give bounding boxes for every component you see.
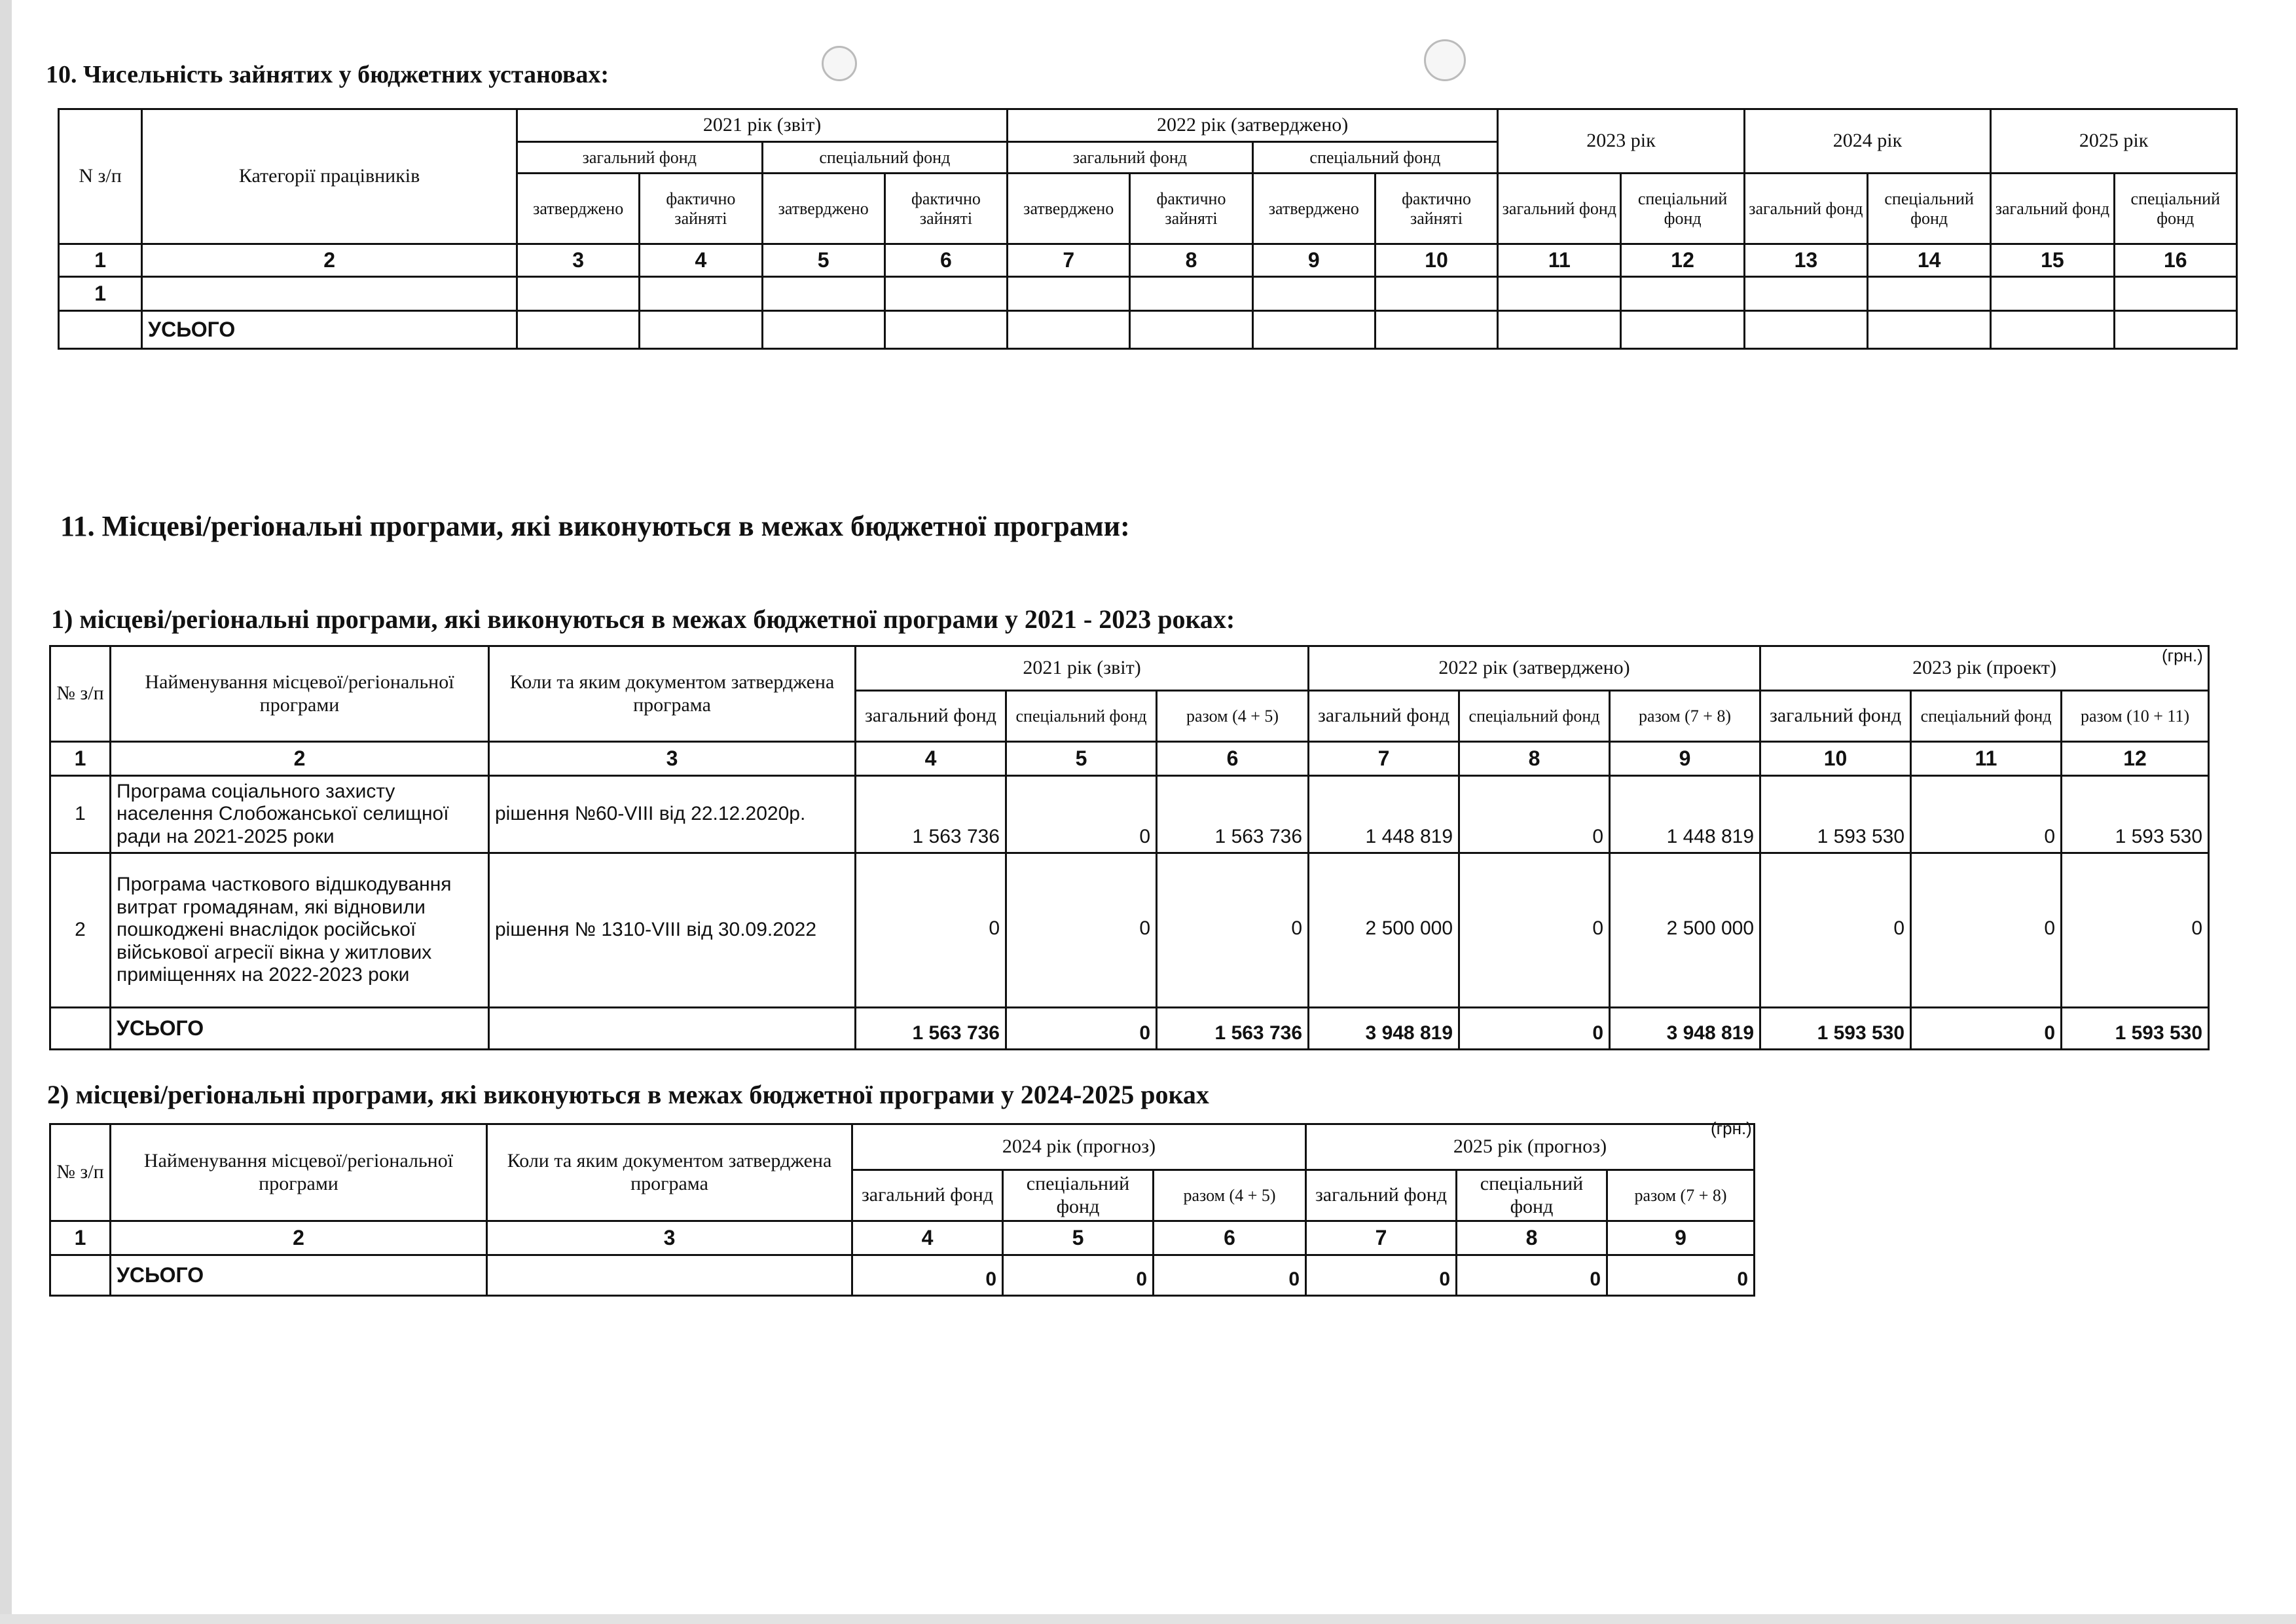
header-general-fund: загальний фонд	[1309, 691, 1459, 742]
column-number: 9	[1252, 244, 1375, 277]
currency-unit: (грн.)	[1711, 1118, 1752, 1138]
header-special-fund: спеціальний фонд	[1003, 1170, 1154, 1221]
total-value: 1 593 530	[1760, 1008, 1911, 1050]
header-actual: фактично зайняті	[1375, 174, 1497, 244]
total-row	[50, 1255, 1755, 1296]
program-document: рішення № 1310-VIII від 30.09.2022	[489, 853, 856, 1008]
column-number: 13	[1744, 244, 1867, 277]
header-actual: фактично зайняті	[1130, 174, 1252, 244]
header-special-fund: спеціальний фонд	[1459, 691, 1610, 742]
header-special-fund: спеціальний фонд	[1252, 142, 1498, 174]
header-sum: разом (7 + 8)	[1607, 1170, 1755, 1221]
total-row	[50, 1008, 2209, 1050]
header-actual: фактично зайняті	[640, 174, 762, 244]
column-number: 4	[856, 742, 1006, 776]
header-approved: затверджено	[762, 174, 884, 244]
total-label: УСЬОГО	[142, 311, 517, 349]
header-general-fund: загальний фонд	[1991, 174, 2114, 244]
total-value: 0	[852, 1255, 1003, 1296]
header-special-fund: спеціальний фонд	[762, 142, 1008, 174]
column-number: 2	[111, 1221, 487, 1255]
column-number: 14	[1868, 244, 1991, 277]
punch-hole	[1424, 39, 1466, 81]
value-cell: 1 448 819	[1610, 776, 1760, 853]
column-number: 8	[1130, 244, 1252, 277]
column-number: 10	[1760, 742, 1911, 776]
header-num: № з/п	[50, 646, 111, 742]
column-number: 8	[1459, 742, 1610, 776]
header-general-fund: загальний фонд	[1498, 174, 1621, 244]
column-number: 11	[1498, 244, 1621, 277]
column-number: 6	[884, 244, 1007, 277]
header-special-fund: спеціальний фонд	[1868, 174, 1991, 244]
total-value: 0	[1607, 1255, 1755, 1296]
header-year-2021: 2021 рік (звіт)	[517, 109, 1008, 142]
column-number: 6	[1154, 1221, 1306, 1255]
total-label: УСЬОГО	[111, 1255, 487, 1296]
total-label: УСЬОГО	[111, 1008, 489, 1050]
value-cell: 0	[856, 853, 1006, 1008]
header-year-2024: 2024 рік	[1744, 109, 1991, 174]
total-value: 0	[1154, 1255, 1306, 1296]
header-general-fund: загальний фонд	[1008, 142, 1253, 174]
header-general-fund: загальний фонд	[1744, 174, 1867, 244]
programs-2021-2023-table	[49, 645, 2210, 1050]
column-number: 16	[2114, 244, 2236, 277]
total-value: 0	[1003, 1255, 1154, 1296]
header-sum: разом (4 + 5)	[1157, 691, 1309, 742]
section-11-title: 11. Місцеві/регіональні програми, які виконуються в межах бюджетної програми:	[60, 510, 1130, 542]
program-name: Програма часткового відшкодування витрат громадянам, які відновили пошкоджені внаслідок російської військової агресії вікна у житлових приміщеннях на 2022-2023 роки	[111, 853, 489, 1008]
header-approved: затверджено	[1008, 174, 1130, 244]
header-document: Коли та яким документом затверджена програма	[487, 1124, 852, 1221]
currency-unit: (грн.)	[2162, 646, 2203, 665]
value-cell: 0	[1006, 853, 1157, 1008]
header-year-2023: 2023 рік (проект)	[1760, 646, 2209, 691]
total-value: 0	[1459, 1008, 1610, 1050]
header-year-2025: 2025 рік (прогноз)	[1306, 1124, 1755, 1170]
header-year-2021: 2021 рік (звіт)	[856, 646, 1309, 691]
header-year-2022: 2022 рік (затверджено)	[1008, 109, 1498, 142]
row-num: 1	[50, 776, 111, 853]
column-number: 7	[1008, 244, 1130, 277]
column-number: 1	[59, 244, 142, 277]
total-value: 0	[1006, 1008, 1157, 1050]
value-cell: 0	[1760, 853, 1911, 1008]
column-number: 2	[111, 742, 489, 776]
value-cell: 0	[1911, 853, 2062, 1008]
value-cell: 0	[1157, 853, 1309, 1008]
row-num: 2	[50, 853, 111, 1008]
punch-hole	[822, 46, 857, 81]
total-value: 0	[1457, 1255, 1607, 1296]
value-cell: 0	[1459, 853, 1610, 1008]
value-cell: 0	[2062, 853, 2209, 1008]
column-number: 9	[1610, 742, 1760, 776]
total-row	[59, 311, 2237, 349]
header-year-2024: 2024 рік (прогноз)	[852, 1124, 1306, 1170]
header-document: Коли та яким документом затверджена програма	[489, 646, 856, 742]
header-sum: разом (7 + 8)	[1610, 691, 1760, 742]
column-number: 7	[1306, 1221, 1457, 1255]
column-number: 2	[142, 244, 517, 277]
header-special-fund: спеціальний фонд	[2114, 174, 2236, 244]
staff-table	[58, 108, 2238, 350]
row-num: 1	[59, 277, 142, 311]
header-num: N з/п	[59, 109, 142, 244]
column-number: 3	[517, 244, 640, 277]
header-general-fund: загальний фонд	[1306, 1170, 1457, 1221]
column-number: 7	[1309, 742, 1459, 776]
total-value: 0	[1306, 1255, 1457, 1296]
header-general-fund: загальний фонд	[856, 691, 1006, 742]
header-approved: затверджено	[1252, 174, 1375, 244]
total-value: 1 563 736	[1157, 1008, 1309, 1050]
value-cell: 1 593 530	[1760, 776, 1911, 853]
header-year-2025: 2025 рік	[1991, 109, 2237, 174]
column-number: 4	[852, 1221, 1003, 1255]
column-number: 5	[1006, 742, 1157, 776]
column-number: 3	[487, 1221, 852, 1255]
scan-edge	[0, 0, 12, 1624]
section-10-title: 10. Чисельність зайнятих у бюджетних установах:	[46, 61, 610, 88]
value-cell: 0	[1459, 776, 1610, 853]
column-number: 15	[1991, 244, 2114, 277]
table-row	[50, 776, 2209, 853]
value-cell: 1 448 819	[1309, 776, 1459, 853]
total-value: 1 563 736	[856, 1008, 1006, 1050]
value-cell: 2 500 000	[1610, 853, 1760, 1008]
column-number: 12	[1621, 244, 1744, 277]
column-number: 5	[762, 244, 884, 277]
header-special-fund: спеціальний фонд	[1006, 691, 1157, 742]
header-actual: фактично зайняті	[884, 174, 1007, 244]
subsection-1-title: 1) місцеві/регіональні програми, які виконуються в межах бюджетної програми у 2021 - 2023 роках:	[51, 604, 1235, 634]
header-special-fund: спеціальний фонд	[1457, 1170, 1607, 1221]
value-cell: 2 500 000	[1309, 853, 1459, 1008]
header-num: № з/п	[50, 1124, 111, 1221]
column-number: 3	[489, 742, 856, 776]
table-row	[59, 277, 2237, 311]
header-program-name: Найменування місцевої/регіональної програми	[111, 646, 489, 742]
header-category: Категорії працівників	[142, 109, 517, 244]
subsection-2-title: 2) місцеві/регіональні програми, які виконуються в межах бюджетної програми у 2024-2025 роках	[47, 1080, 1209, 1109]
column-number: 5	[1003, 1221, 1154, 1255]
value-cell: 0	[1006, 776, 1157, 853]
column-number: 1	[50, 742, 111, 776]
total-value: 3 948 819	[1309, 1008, 1459, 1050]
total-value: 1 593 530	[2062, 1008, 2209, 1050]
program-document: рішення №60-VIII від 22.12.2020р.	[489, 776, 856, 853]
column-number: 9	[1607, 1221, 1755, 1255]
table-row	[50, 853, 2209, 1008]
header-year-2022: 2022 рік (затверджено)	[1309, 646, 1760, 691]
column-number: 12	[2062, 742, 2209, 776]
header-approved: затверджено	[517, 174, 640, 244]
header-year-2023: 2023 рік	[1498, 109, 1745, 174]
column-number: 1	[50, 1221, 111, 1255]
value-cell: 1 563 736	[1157, 776, 1309, 853]
program-name: Програма соціального захисту населення Слобожанської селищної ради на 2021-2025 роки	[111, 776, 489, 853]
header-program-name: Найменування місцевої/регіональної програми	[111, 1124, 487, 1221]
value-cell: 0	[1911, 776, 2062, 853]
total-value: 3 948 819	[1610, 1008, 1760, 1050]
column-number: 4	[640, 244, 762, 277]
header-special-fund: спеціальний фонд	[1621, 174, 1744, 244]
column-number: 10	[1375, 244, 1497, 277]
value-cell: 1 563 736	[856, 776, 1006, 853]
column-number: 6	[1157, 742, 1309, 776]
header-general-fund: загальний фонд	[1760, 691, 1911, 742]
header-general-fund: загальний фонд	[517, 142, 763, 174]
header-special-fund: спеціальний фонд	[1911, 691, 2062, 742]
header-general-fund: загальний фонд	[852, 1170, 1003, 1221]
total-value: 0	[1911, 1008, 2062, 1050]
column-number: 8	[1457, 1221, 1607, 1255]
scan-edge-bottom	[0, 1614, 2296, 1624]
column-number: 11	[1911, 742, 2062, 776]
programs-2024-2025-table	[49, 1123, 1755, 1297]
header-sum: разом (10 + 11)	[2062, 691, 2209, 742]
value-cell: 1 593 530	[2062, 776, 2209, 853]
header-sum: разом (4 + 5)	[1154, 1170, 1306, 1221]
